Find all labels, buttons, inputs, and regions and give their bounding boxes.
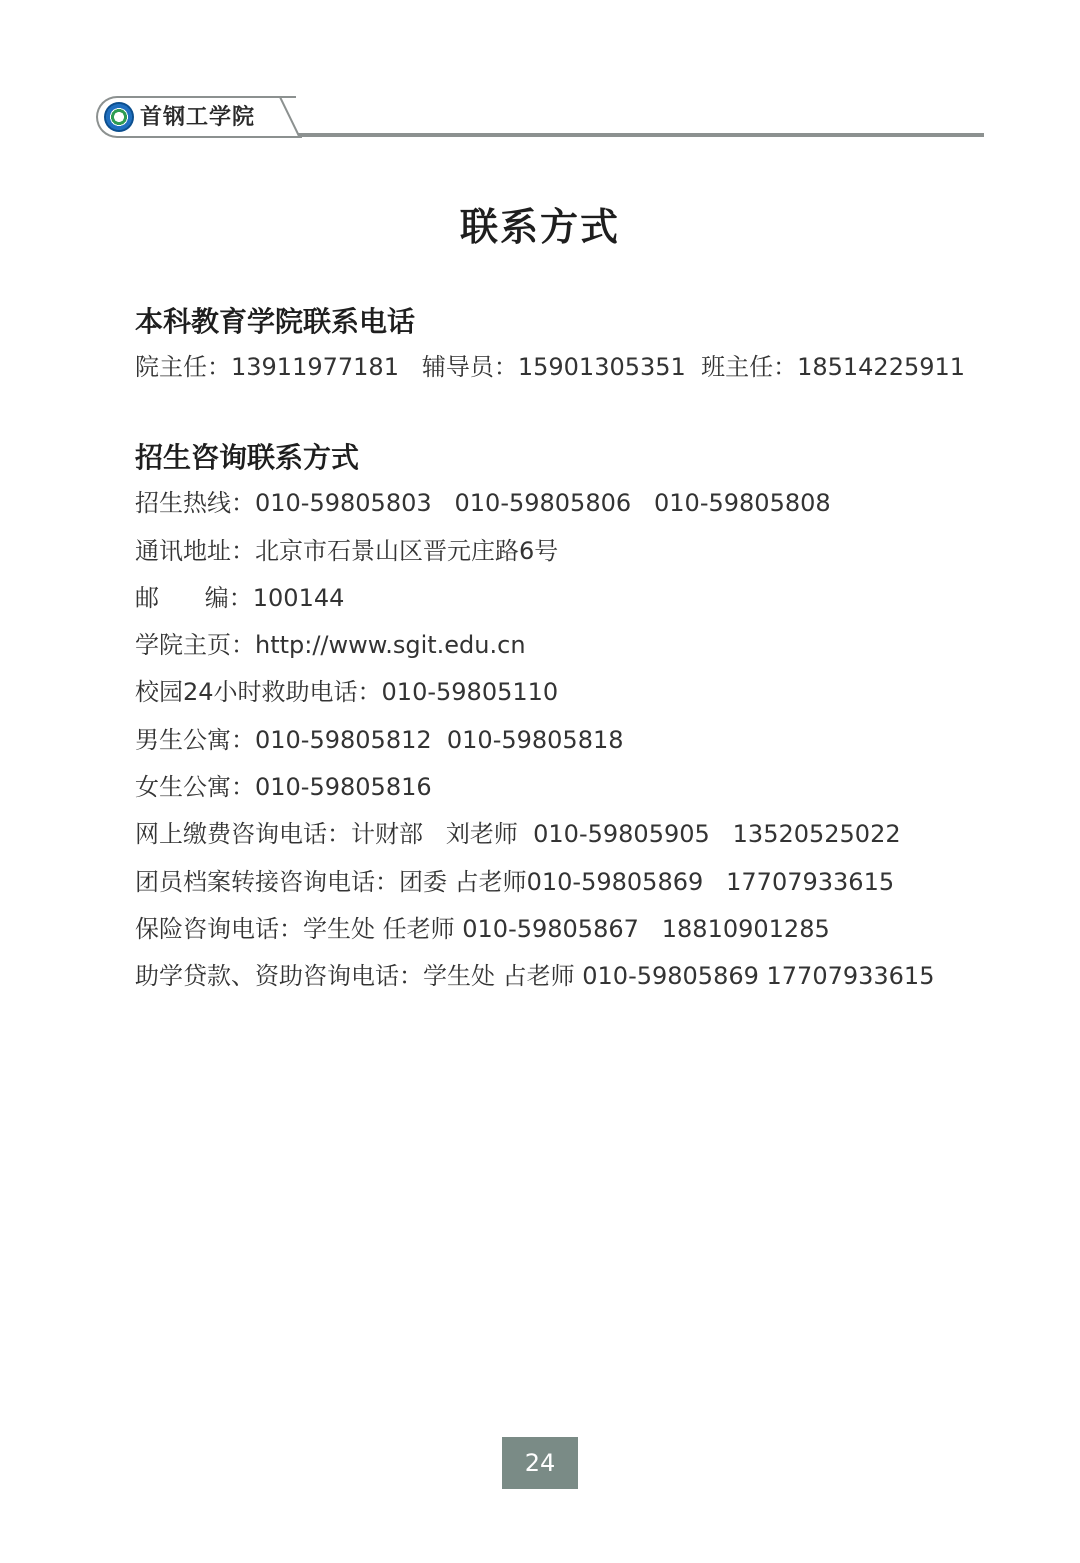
- page-number: 24: [502, 1437, 578, 1489]
- header-tab-slant: [262, 96, 302, 138]
- contact-line: 团员档案转接咨询电话：团委 占老师010-59805869 17707933615: [135, 867, 895, 896]
- contact-line: 助学贷款、资助咨询电话：学生处 占老师 010-59805869 17707933615: [135, 962, 935, 991]
- header-rule: [296, 133, 984, 137]
- contact-line: 院主任：13911977181 辅导员：15901305351 班主任：18514225911: [135, 353, 966, 381]
- contact-line: 校园24小时救助电话：010-59805110: [135, 678, 559, 707]
- section-undergrad-contacts: [135, 300, 1035, 391]
- contact-line: 女生公寓：010-59805816: [135, 773, 432, 802]
- contact-line: 男生公寓：010-59805812 010-59805818: [135, 725, 624, 754]
- school-emblem-icon: [104, 102, 134, 132]
- page-header: [0, 0, 1080, 150]
- contact-line: 网上缴费咨询电话：计财部 刘老师 010-59805905 13520525022: [135, 820, 901, 849]
- contact-line: 保险咨询电话：学生处 任老师 010-59805867 18810901285: [135, 914, 830, 943]
- homepage-line: 学院主页：http://www.sgit.edu.cn: [135, 631, 526, 660]
- section-title: 招生咨询联系方式: [135, 441, 360, 475]
- contact-line: 邮 编：100144: [135, 583, 345, 612]
- content: [135, 300, 1035, 1001]
- section-admissions-contacts: [135, 436, 1035, 1000]
- contact-line: 通讯地址：北京市石景山区晋元庄路6号: [135, 536, 559, 565]
- section-title: 本科教育学院联系电话: [135, 305, 416, 338]
- contact-line: [135, 622, 1035, 669]
- contact-line: 招生热线：010-59805803 010-59805806 010-59805808: [135, 489, 831, 518]
- page-title: 联系方式: [459, 205, 620, 249]
- school-name: 首钢工学院: [140, 104, 256, 130]
